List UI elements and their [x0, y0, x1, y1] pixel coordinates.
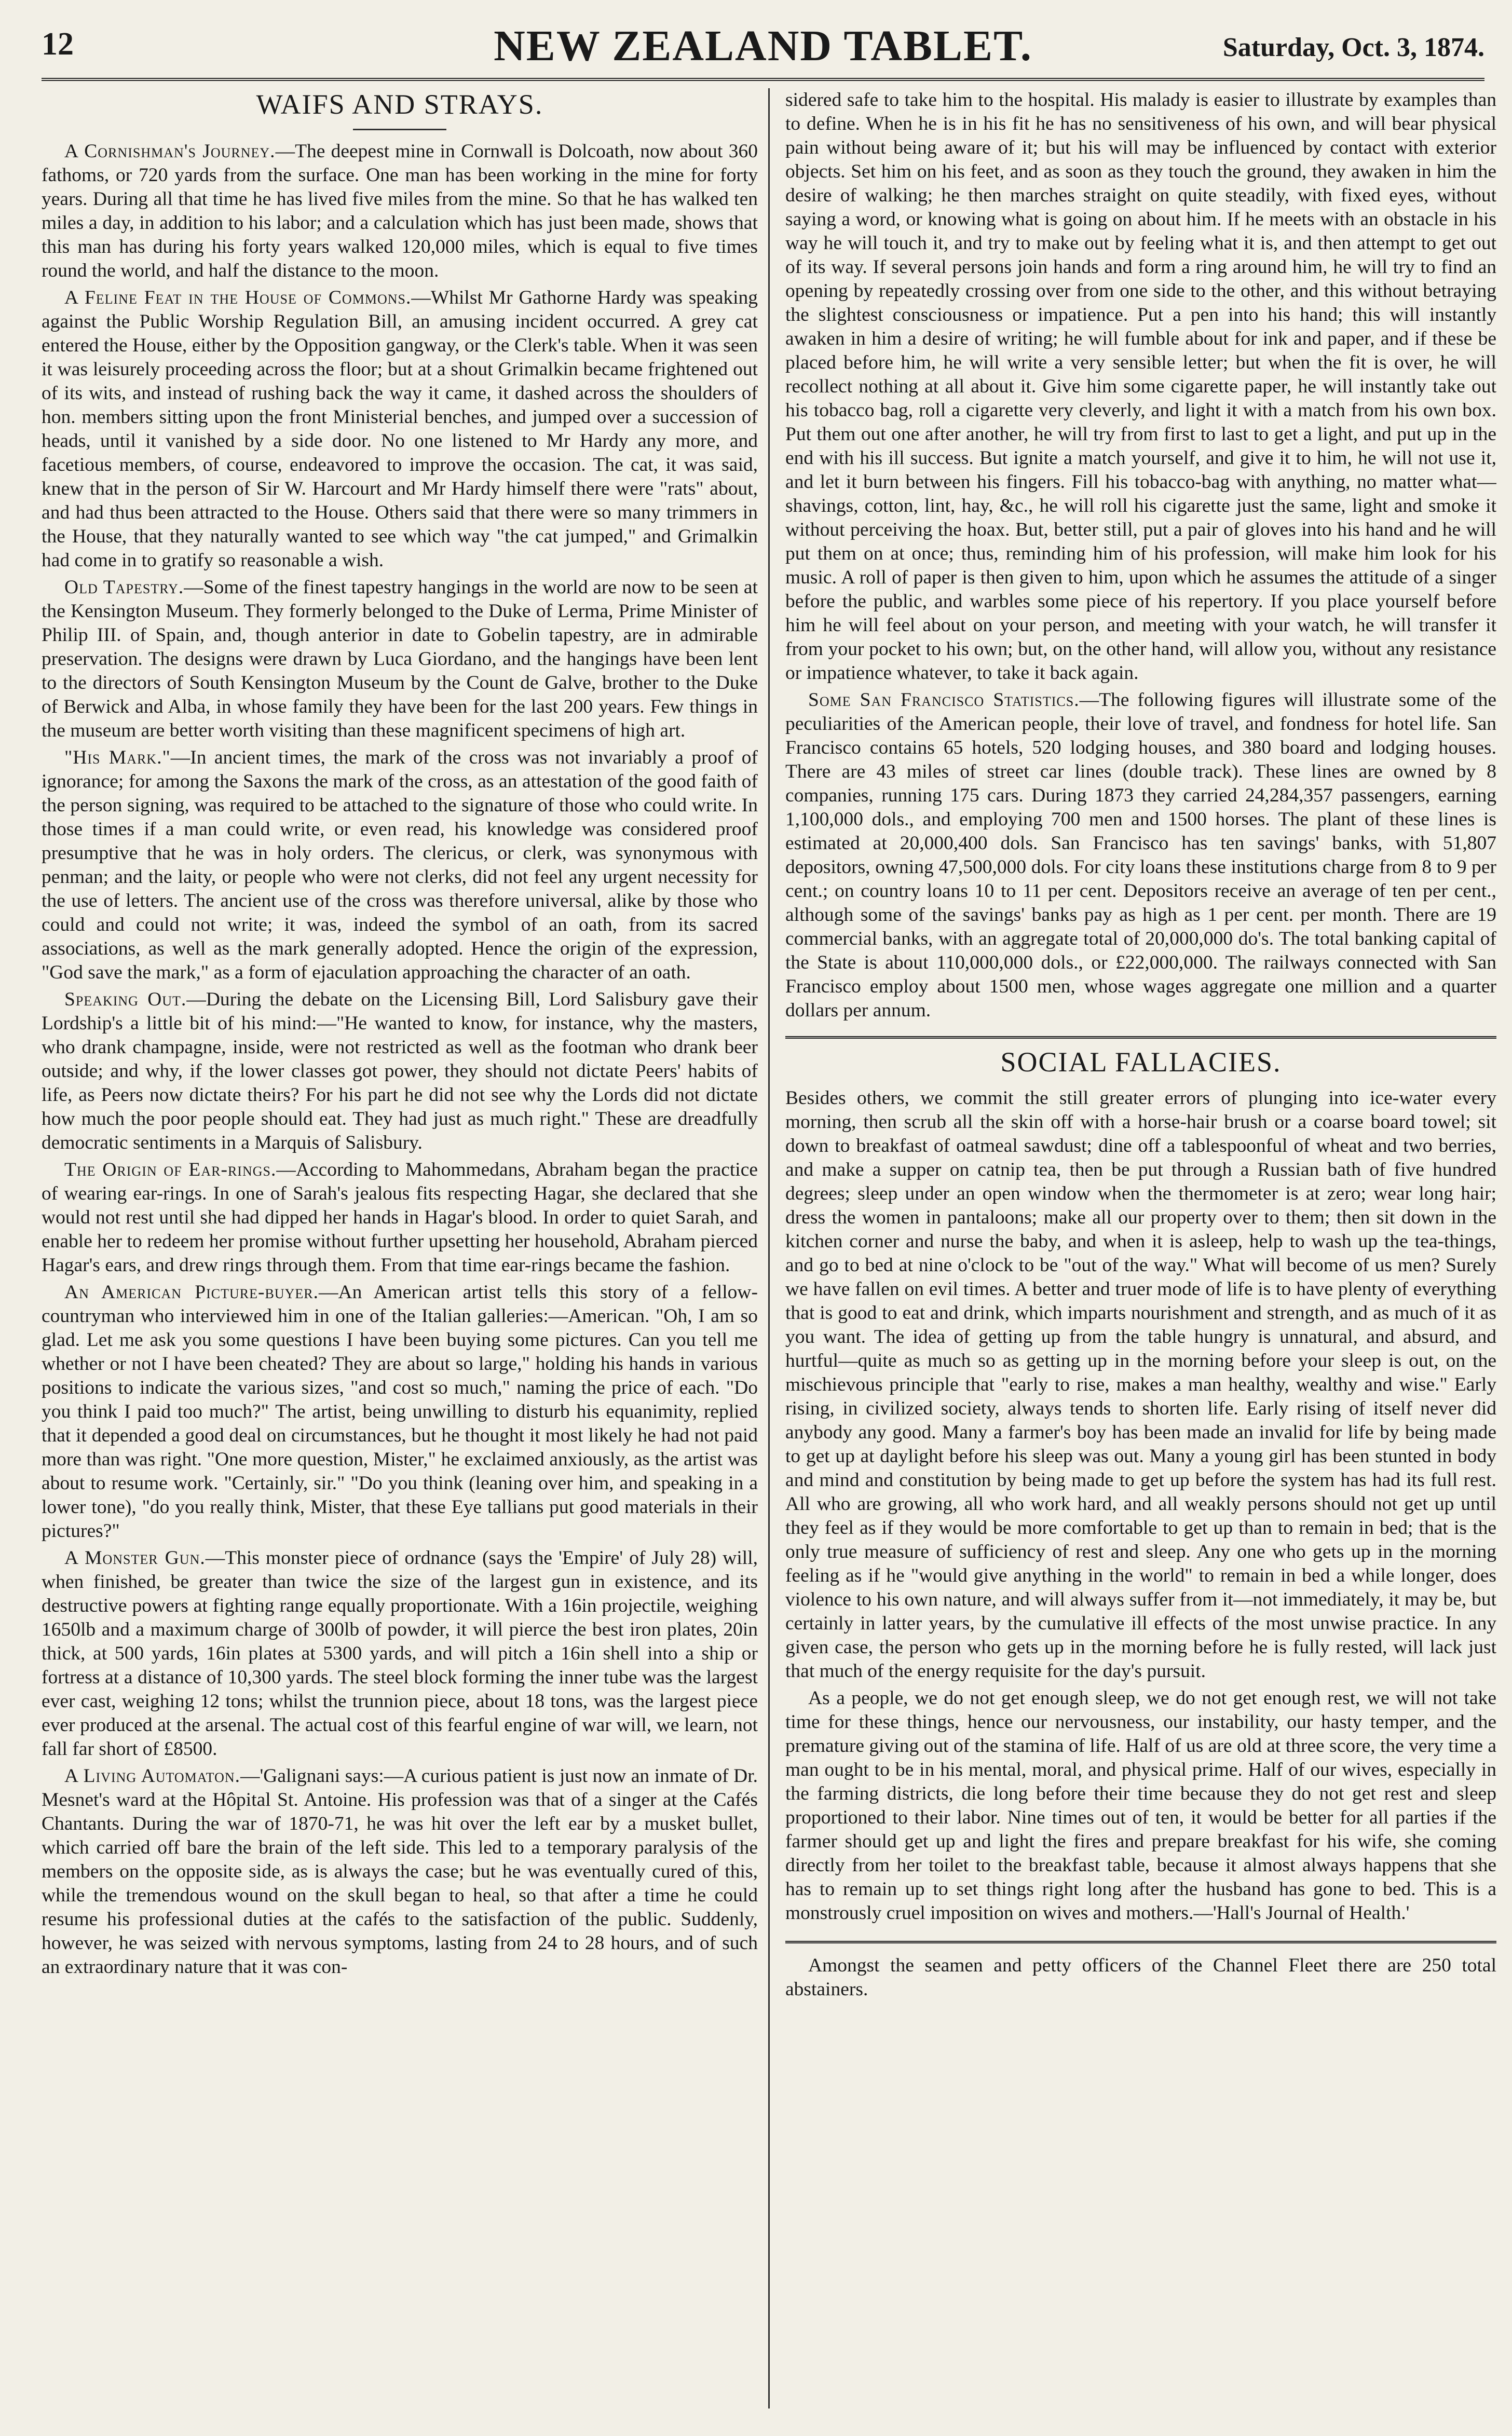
waifs-item-text: —The deepest mine in Cornwall is Dolcoath, now about 360 fathoms, or 720 yards from the surface. One man has been working in the mine for forty years. During all that time he has lived five miles from the mine. So that he has walked ten miles a day, in addition to his labor; and a calculation which has just been made, shows that this man has during his forty years walked 120,000 miles, which is equal to five times round the world, and half the distance to the moon.: [42, 141, 758, 281]
waifs-item: [42, 1546, 758, 1761]
waifs-item-text: —In ancient times, the mark of the cross was not invariably a proof of ignorance; for among the Saxons the mark of the cross, as an attestation of the good faith of the person signing, was required to be attached to the signature of those who could write. In those times if a man could write, or even read, his knowledge was considered proof presumptive that he was in holy orders. The clericus, or clerk, was synonymous with penman; and the laity, or people who were not clerks, did not feel any urgent necessity for the use of letters. The ancient use of the cross was therefore universal, alike by those who could and could not write; it was, indeed the symbol of an oath, from its sacred associations, as well as the mark generally adopted. Hence the origin of the expression, "God save the mark," as a form of ejaculation approaching the character of an oath.: [42, 747, 758, 983]
waifs-item-head: An American Picture-buyer.: [64, 1282, 319, 1303]
waifs-item-text: —'Galignani says:—A curious patient is just now an inmate of Dr. Mesnet's ward at the Hôpital St. Antoine. His profession was that of a singer at the Cafés Chantants. During the war of 1870-71, he was hit over the left ear by a musket bullet, which carried off bare the brain of the left side. This led to a temporary paralysis of the members on the opposite side, as is always the case; but he was eventually cured of this, while the tremendous wound on the skull began to heal, so that after a time he could resume his professional duties at the cafés to the satisfaction of the public. Suddenly, however, he was seized with nervous symptoms, lasting from 24 to 28 hours, and of such an extraordinary nature that it was con-: [42, 1765, 758, 1978]
column-divider: [785, 1941, 1496, 1943]
newspaper-title: NEW ZEALAND TABLET.: [494, 22, 1032, 70]
waifs-item-head: A Living Automaton.: [64, 1765, 241, 1787]
waifs-item: [42, 746, 758, 985]
waifs-item-text: —An American artist tells this story of a fellow-countryman who interviewed him in one of the Italian galleries:—American. "Oh, I am so glad. Let me ask you some questions I have been buying some pictures. Can you tell me whether or not I have been cheated? They are about so large," holding his hands in various positions to indicate the various sizes, "and cost so much," naming the price of each. "Do you think I paid too much?" The artist, being unwilling to disturb his equanimity, replied that it depended a good deal on circumstances, but he thought it most likely he had not paid more than was right. "One more question, Mister," he exclaimed anxiously, as the artist was about to resume work. "Certainly, sir." "Do you think (leaning over him, and speaking in a lower tone), "do you really think, Mister, that these Eye tallians put good materials in their pictures?": [42, 1282, 758, 1542]
waifs-items: [42, 140, 758, 1979]
waifs-item: [42, 1281, 758, 1543]
sf-statistics-paragraph: [785, 688, 1496, 1023]
masthead: [42, 21, 1484, 81]
waifs-item-head: Old Tapestry.: [64, 577, 184, 598]
waifs-item: [42, 988, 758, 1155]
social-paragraph-1: Besides others, we commit the still greater errors of plunging into ice-water every morning, then scrub all the skin off with a horse-hair brush or a coarse board towel; sit down to breakfast of oatmeal sawdust; dine off a tablespoonful of wheat and two berries, and make a supper on catnip tea, then be put through a Russian bath of five hundred degrees; sleep under an open window when the thermometer is at zero; wear long hair; dress the women in pantaloons; make all our property over to them; then sit down in the kitchen corner and nurse the baby, and when it is asleep, help to wash up the tea-things, and go to bed at nine o'clock to be "out of the way." What will become of us men? Surely we have fallen on evil times. A better and truer mode of life is to have plenty of everything that is good to eat and drink, which imparts nourishment and strength, and as much of it as you want. The idea of getting up from the table hungry is unnatural, and absurd, and hurtful—quite as much so as getting up in the morning before your sleep is out, on the mischievous principle that "early to rise, makes a man healthy, wealthy and wise." Early rising, in civilized society, always tends to shorten life. Early rising of itself never did anybody any good. Many a farmer's boy has been made an invalid for life by being made to get up at daylight before his sleep was out. Many a young girl has been stunted in body and mind and constitution by being made to get up before the system has had its full rest. All who are growing, all who work hard, and all weakly persons should not get up until they feel as if they would be more comfortable to get up than to remain in bed; that is the only true measure of sufficiency of rest and sleep. Any one who gets up in the morning feeling as if he "would give anything in the world" to remain in bed a while longer, does violence to his own nature, and will always suffer from it—not immediately, it may be, but certainly in latter years, by the cumulative ill effects of the most unwise practice. In any given case, the person who gets up in the morning before he is fully rested, will lack just that much of the energy requisite for the day's pursuit.: [785, 1087, 1496, 1682]
waifs-item-head: A Feline Feat in the House of Commons.: [64, 287, 412, 308]
issue-date: Saturday, Oct. 3, 1874.: [1222, 33, 1484, 62]
waifs-item: [42, 1764, 758, 1979]
waifs-item-text: —Whilst Mr Gathorne Hardy was speaking against the Public Worship Regulation Bill, an amusing incident occurred. A grey cat entered the House, either by the Opposition gangway, or the Clerk's table. When it was seen it was leisurely proceeding across the floor; but at a shout Grimalkin became frightened out of its wits, and instead of rushing back the way it came, it dashed across the shoulders of hon. members sitting upon the front Ministerial benches, and jumped over a succession of heads, until it vanished by a side door. No one listened to Mr Hardy any more, and facetious members, of course, endeavored to improve the occasion. The cat, it was said, knew that in the person of Sir W. Harcourt and Mr Hardy himself there were "rats" about, and had thus been attracted to the House. Others said that there were so many trimmers in the House, that they naturally wanted to see which way "the cat jumped," and Grimalkin had come in to gratify so reasonable a wish.: [42, 287, 758, 571]
continuation-paragraph: sidered safe to take him to the hospital. His malady is easier to illustrate by examples than to define. When he is in his fit he has no sensitiveness of his own, and will bear physical pain without being aware of it; but his will may be influenced by contact with exterior objects. Set him on his feet, and as soon as they touch the ground, they awaken in him the desire of walking; he then marches straight on quite steadily, with fixed eyes, without saying a word, or knowing what is going on about him. If he meets with an obstacle in his way he will touch it, and try to make out by feeling what it is, and then attempt to get out of its way. If several persons join hands and form a ring around him, he will try to find an opening by repeatedly crossing over from one side to the other, and this without betraying the slightest consciousness or impatience. Put a pen into his hand; this will instantly awaken in him a desire of writing; he will fumble about for ink and paper, and if these be placed before him, he will write a very sensible letter; but when the fit is over, he will recollect nothing at all about it. Give him some cigarette paper, he will instantly take out his tobacco bag, roll a cigarette very cleverly, and light it with a match from his own box. Put them out one after another, he will try from first to last to get a light, and put up in the end with his ill success. But ignite a match yourself, and give it to him, he will not use it, and let it burn between his fingers. Fill his tobacco-bag with anything, no matter what—shavings, cotton, lint, hay, &c., he will roll his cigarette just the same, light and smoke it without perceiving the hoax. But, better still, put a pair of gloves into his hand and he will put them on at once; thus, reminding him of his profession, will make him look for his music. A roll of paper is then given to him, upon which he assumes the attitude of a singer before the public, and warbles some piece of his repertory. If you place yourself before him he will feel about on your person, and meeting with your watch, he will transfer it from your pocket to his own; but, on the other hand, will allow you, without any resistance or impatience whatever, to take it back again.: [785, 89, 1496, 684]
waifs-item-text: —According to Mahommedans, Abraham began the practice of wearing ear-rings. In one of Sarah's jealous fits respecting Hagar, she declared that she would not rest until she had dipped her hands in Hagar's blood. In order to quiet Sarah, and enable her to redeem her promise without further upsetting her household, Abraham pierced Hagar's ears, and drew rings through them. From that time ear-rings became the fashion.: [42, 1159, 758, 1276]
waifs-item-text: —Some of the finest tapestry hangings in the world are now to be seen at the Kensington Museum. They formerly belonged to the Duke of Lerma, Prime Minister of Philip III. of Spain, and, though anterior in date to Gobelin tapestry, are in admirable preservation. The designs were drawn by Luca Giordano, and the hangings have been lent to the directors of South Kensington Museum by the Count de Galve, brother to the Duke of Berwick and Alba, in whose family they have been for the last 200 years. Few things in the museum are better worth visiting than these magnificent specimens of high art.: [42, 577, 758, 741]
waifs-item: [42, 140, 758, 283]
section-title-social-fallacies: SOCIAL FALLACIES.: [785, 1036, 1496, 1078]
sf-statistics-head: Some San Francisco Statistics.: [808, 689, 1080, 711]
waifs-item-head: Speaking Out.: [64, 989, 187, 1010]
waifs-item-text: —This monster piece of ordnance (says the 'Empire' of July 28) will, when finished, be greater than twice the size of the largest gun in existence, and its destructive powers at fighting range equally proportionate. With a 16in projectile, weighing 1650lb and a maximum charge of 300lb of powder, it will pierce the best iron plates, 20in thick, at 500 yards, 16in plates at 5300 yards, and will pitch a 16in shell into a ship or fortress at a distance of 10,300 yards. The steel block forming the inner tube was the largest ever cast, weighing 12 tons; whilst the trunnion piece, about 18 tons, was the largest piece ever produced at the arsenal. The actual cost of this fearful engine of war will, we learn, not fall far short of £8500.: [42, 1547, 758, 1760]
right-column: [768, 88, 1496, 2408]
section-title-waifs: WAIFS AND STRAYS.: [256, 89, 543, 120]
waifs-item: [42, 286, 758, 573]
title-rule: [353, 129, 446, 130]
waifs-item-head: "His Mark.": [64, 747, 171, 768]
sf-statistics-text: —The following figures will illustrate some of the peculiarities of the American people, their love of travel, and fondness for hotel life. San Francisco contains 65 hotels, 520 lodging houses, and 380 board and lodging houses. There are 43 miles of street car lines (double track). These lines are owned by 8 companies, running 175 cars. During 1873 they carried 24,284,357 passengers, earning 1,100,000 dols., and employing 700 men and 1500 horses. The plant of these lines is estimated at 20,000,400 dols. San Francisco has ten savings' banks, with 51,807 depositors, owning 47,500,000 dols. For city loans these institutions charge from 8 to 9 per cent.; on country loans 10 to 11 per cent. Depositors receive an average of ten per cent., although some of the savings' banks pay as high as 1 per cent. per month. There are 19 commercial banks, with an aggregate total of 20,000,000 do's. The total banking capital of the State is about 110,000,000 dols., or £22,000,000. The railways connected with San Francisco employ about 1500 men, whose wages aggregate one million and a quarter dollars per annum.: [785, 689, 1496, 1021]
page-number: 12: [42, 26, 74, 62]
left-column: [42, 88, 758, 2408]
waifs-item: [42, 576, 758, 743]
waifs-item-head: A Monster Gun.: [64, 1547, 206, 1569]
waifs-item-text: —During the debate on the Licensing Bill, Lord Salisbury gave their Lordship's a little bit of his mind:—"He wanted to know, for instance, why the masters, who drank champagne, inside, were not restricted as well as the footman who drank beer outside; and why, if the lower classes got power, they should not dictate Peers' habits of life, as Peers now dictate theirs? For his part he did not see why the Lords did not dictate how much the poor people should eat. They had just as much right." These are dreadfully democratic sentiments in a Marquis of Salisbury.: [42, 989, 758, 1153]
waifs-item-head: The Origin of Ear-rings.: [64, 1159, 277, 1180]
waifs-item: [42, 1158, 758, 1277]
waifs-item-head: A Cornishman's Journey.: [64, 141, 276, 162]
social-paragraph-2: As a people, we do not get enough sleep, we do not get enough rest, we will not take time for these things, hence our nervousness, our instability, our hasty temper, and the premature giving out of the stamina of life. Half of us are old at three score, the very time a man ought to be in his mental, moral, and physical prime. Half of our wives, especially in the farming districts, die long before their time because they do not get rest and sleep proportioned to their labor. Nine times out of ten, it would be better for all parties if the farmer should get up and light the fires and prepare breakfast for his wife, she coming directly from her toilet to the breakfast table, because it almost always happens that she has to remain up to set things right long after the husband has gone to bed. This is a monstrously cruel imposition on wives and mothers.—'Hall's Journal of Health.': [785, 1687, 1496, 1924]
footnote-abstainers: Amongst the seamen and petty officers of the Channel Fleet there are 250 total abstainers.: [785, 1955, 1496, 2000]
